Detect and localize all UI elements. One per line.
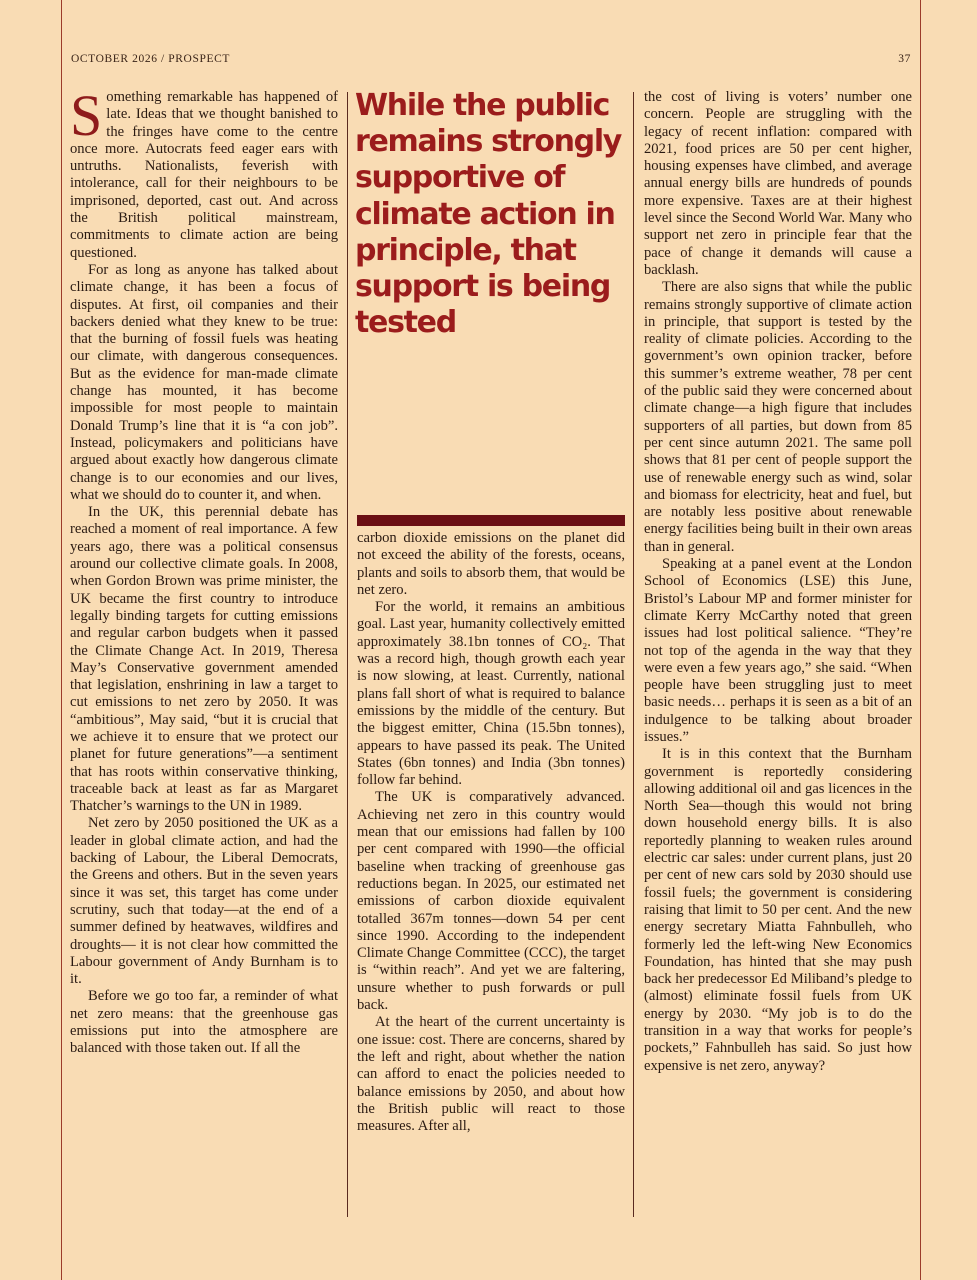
- article-paragraph: [70, 83, 338, 262]
- article-paragraph: There are also signs that while the public remains strongly supportive of climate action in principle, that support is tested by the reality of climate policies. According to the government’s own opinion tracker, before this summer’s extreme weather, 78 per cent of the public said they were concerned about climate change—a high figure that includes supporters of all parties, but down from 85 per cent since autumn 2021. The same poll shows that 81 per cent of people support the use of renewable energy such as wind, solar and biomass for electricity, heat and fuel, but are notably less positive about renewable energy facilities being built in their own areas than in general.: [644, 279, 912, 555]
- article-column-1: [70, 83, 338, 1058]
- drop-cap: S: [70, 83, 103, 148]
- article-paragraph: the cost of living is voters’ number one concern. People are struggling with the legacy of recent inflation: compared with 2021, food prices are 50 per cent higher, housing expenses have climbed, and average annual energy bills are hundreds of pounds more expensive. Taxes are at their highest level since the Second World War. Many who support net zero in principle fear that the pace of change it demands will cause a backlash.: [644, 89, 912, 278]
- article-paragraph: For the world, it remains an ambitious goal. Last year, humanity collectively emitted approximately 38.1bn tonnes of CO₂. That was a record high, though growth each year is now slowing, at least. Currently, national plans fall short of what is required to balance emissions by the middle of the century. But the biggest emitter, China (15.5bn tonnes), appears to have passed its peak. The United States (6bn tonnes) and India (3bn tonnes) follow far behind.: [357, 599, 625, 789]
- article-paragraph: In the UK, this perennial debate has reached a moment of real importance. A few years ago, there was a political consensus around our collective climate goals. In 2008, when Gordon Brown was prime minister, the UK became the first country to introduce legally binding targets for cutting emissions and regular carbon budgets when it passed the Climate Change Act. In 2019, Theresa May’s Conservative government amended that legislation, enshrining in law a target to cut emissions to net zero by 2050. It was “ambitious”, May said, “but it is crucial that we achieve it to ensure that we protect our planet for future generations”—a sentiment that has roots within conservative thinking, traceable back at least as far as Margaret Thatcher’s warnings to the UN in 1989.: [70, 504, 338, 815]
- column-rule: [633, 92, 634, 1217]
- pull-quote: While the public remains strongly supportive of climate action in principle, that support is being tested: [355, 88, 622, 341]
- issue-label: OCTOBER 2026 / PROSPECT: [71, 53, 230, 65]
- paragraph-text: omething remarkable has happened of late. Ideas that we thought banished to the fringes have come to the centre once more. Autocrats feed eager ears with untruths. Nationalists, feverish with intolerance, call for their neighbours to be imprisoned, deported, cast out. And across the British political mainstream, commitments to climate action are being questioned.: [70, 89, 338, 261]
- page-frame-right: [920, 0, 921, 1280]
- article-paragraph: For as long as anyone has talked about climate change, it has been a focus of disputes. At first, oil companies and their backers denied what they knew to be true: that the burning of fossil fuels was heating our climate, with dangerous consequences. But as the evidence for man-made climate change has mounted, it has become impossible for most people to maintain Donald Trump’s line that it is “a con job”. Instead, policymakers and politicians have argued about exactly how dangerous climate change is to our economies and our lives, what we should do to counter it, and when.: [70, 261, 338, 503]
- article-column-2: [357, 530, 625, 1135]
- column-rule: [347, 92, 348, 1217]
- article-column-3: [644, 89, 912, 1075]
- article-paragraph: Before we go too far, a reminder of what net zero means: that the greenhouse gas emissions put into the atmosphere are balanced with those taken out. If all the: [70, 988, 338, 1057]
- page-frame-left: [61, 0, 62, 1280]
- article-paragraph: Speaking at a panel event at the London School of Economics (LSE) this June, Bristol’s Labour MP and former minister for climate Kerry McCarthy noted that green issues had lost political salience. “They’re not top of the agenda in the way that they were even a few years ago,” she said. “When people have been struggling just to meet basic needs… perhaps it is seen as a bit of an indulgence to be talking about broader issues.”: [644, 556, 912, 745]
- article-paragraph: The UK is comparatively advanced. Achieving net zero in this country would mean that our emissions had fallen by 100 per cent compared with 1990—the official baseline when tracking of greenhouse gas reductions began. In 2025, our estimated net emissions of carbon dioxide equivalent totalled 367m tonnes—down 54 per cent since 1990. According to the independent Climate Change Committee (CCC), the target is “within reach”. And yet we are faltering, unsure whether to push forwards or pull back.: [357, 789, 625, 1014]
- article-paragraph: Net zero by 2050 positioned the UK as a leader in global climate action, and had the backing of Labour, the Liberal Democrats, the Greens and others. But in the seven years since it was set, this target has come under scrutiny, such that today—at the end of a summer defined by heatwaves, wildfires and droughts— it is not clear how committed the Labour government of Andy Burnham is to it.: [70, 815, 338, 988]
- pull-quote-bar: [357, 515, 625, 526]
- page-number: 37: [898, 53, 911, 65]
- article-paragraph: It is in this context that the Burnham government is reportedly considering allowing additional oil and gas licences in the North Sea—though this would not bring down household energy bills. It is also reportedly planning to weaken rules around electric car sales: under current plans, just 20 per cent of new cars sold by 2030 should use fossil fuels; the government is considering raising that limit to 50 per cent. And the new energy secretary Miatta Fahnbulleh, who formerly led the left-wing New Economics Foundation, has hinted that she may push back her predecessor Ed Miliband’s pledge to (almost) eliminate fossil fuels from UK energy by 2030. “My job is to do the transition in a way that works for people’s pockets,” Fahnbulleh has said. So just how expensive is net zero, anyway?: [644, 746, 912, 1074]
- article-paragraph: At the heart of the current uncertainty is one issue: cost. There are concerns, shared by the left and right, about whether the nation can afford to enact the policies needed to balance emissions by 2050, and about how the British public will react to those measures. After all,: [357, 1014, 625, 1135]
- article-paragraph: carbon dioxide emissions on the planet did not exceed the ability of the forests, oceans, plants and soils to absorb them, that would be net zero.: [357, 530, 625, 598]
